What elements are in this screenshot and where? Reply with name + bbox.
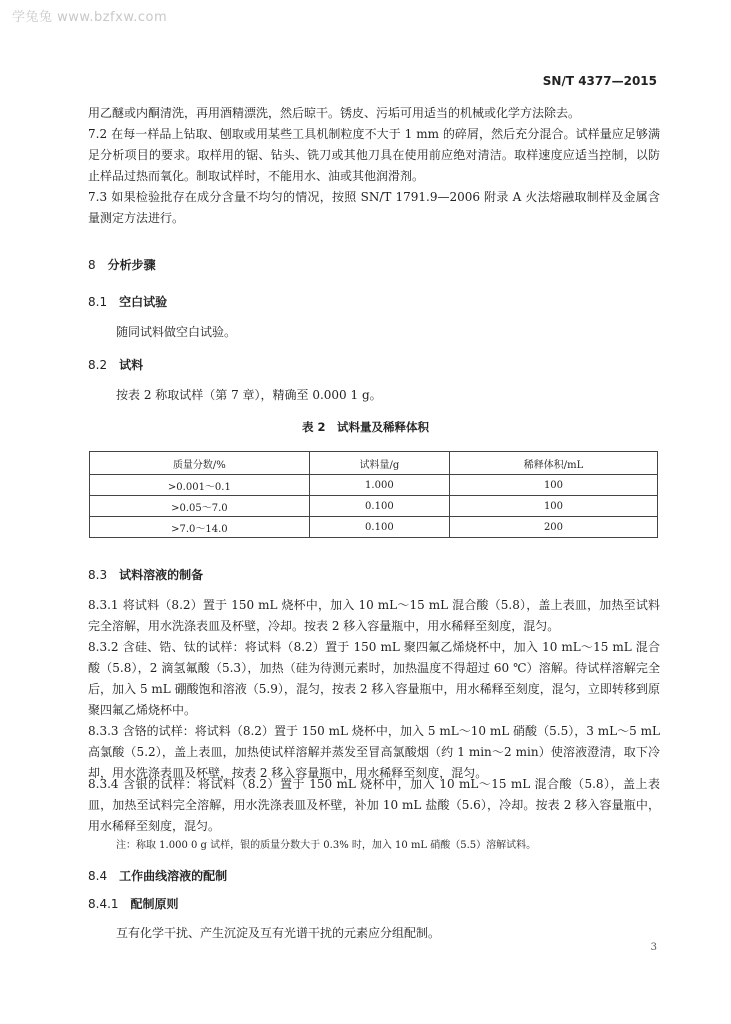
table-cell: 200 <box>449 517 657 538</box>
standard-number-header: SN/T 4377—2015 <box>542 74 657 88</box>
clause-7-2 <box>88 124 660 187</box>
section-number: 8 <box>88 258 96 272</box>
column-header: 试料量/g <box>309 452 449 475</box>
table-cell: 100 <box>449 475 657 496</box>
clause-text: 含硅、锆、钛的试样：将试料（8.2）置于 150 mL 聚四氟乙烯烧杯中，加入 10 mL～15 mL 混合酸（5.8），2 滴氢氟酸（5.3），加热（硅为待测元素时，加热温度不得超过 60 ℃）溶解。待试样溶解完全后，加入 5 mL 硼酸饱和溶液（5.9），混匀，按表 2 移入容量瓶中，用水稀释至刻度，混匀，立即转移到原聚四氟乙烯烧杯中。 <box>88 640 660 717</box>
table-cell: >0.001～0.1 <box>90 475 310 496</box>
section-title: 空白试验 <box>119 295 168 309</box>
table-cell: >0.05～7.0 <box>90 496 310 517</box>
clause-8-3-1 <box>88 595 660 637</box>
clause-number: 8.3.2 <box>88 640 119 654</box>
section-title: 分析步骤 <box>107 258 156 272</box>
section-8-2-heading <box>88 356 143 373</box>
table-row <box>90 517 658 538</box>
clause-8-3-4 <box>88 774 660 837</box>
section-8-1-heading <box>88 293 167 310</box>
section-8-heading <box>88 256 156 273</box>
paragraph-8-4-1: 互有化学干扰、产生沉淀及互有光谱干扰的元素应分组配制。 <box>116 926 441 940</box>
section-number: 8.4.1 <box>88 897 119 911</box>
table-header-row <box>90 452 658 475</box>
table-2 <box>89 451 658 538</box>
watermark: 学兔兔 www.bzfxw.com <box>12 10 168 25</box>
section-number: 8.1 <box>88 295 108 309</box>
section-title: 工作曲线溶液的配制 <box>119 869 228 883</box>
note: 注：称取 1.000 0 g 试样，银的质量分数大于 0.3% 时，加入 10 mL 硝酸（5.5）溶解试料。 <box>116 840 537 851</box>
clause-number: 8.3.1 <box>88 598 119 612</box>
table-cell: >7.0～14.0 <box>90 517 310 538</box>
section-title: 试料溶液的制备 <box>119 568 204 582</box>
section-number: 8.3 <box>88 568 108 582</box>
clause-number: 7.2 <box>88 127 108 141</box>
clause-text: 如果检验批存在成分含量不均匀的情况，按照 SN/T 1791.9—2006 附录 A 火法熔融取制样及金属含量测定方法进行。 <box>88 190 660 225</box>
table-cell: 1.000 <box>309 475 449 496</box>
clause-number: 7.3 <box>88 190 108 204</box>
clause-text: 将试料（8.2）置于 150 mL 烧杯中，加入 10 mL～15 mL 混合酸（5.8），盖上表皿，加热至试料完全溶解，用水洗涤表皿及杯壁，冷却。按表 2 移入容量瓶中，用水稀释至刻度，混匀。 <box>88 598 660 633</box>
clause-8-3-2 <box>88 637 660 721</box>
page-number: 3 <box>650 942 657 953</box>
paragraph-8-1: 随同试料做空白试验。 <box>116 325 237 339</box>
paragraph-7-1-continued: 用乙醚或内酮清洗，再用酒精漂洗，然后晾干。锈皮、污垢可用适当的机械或化学方法除去。 <box>88 106 581 120</box>
clause-number: 8.3.3 <box>88 724 119 738</box>
table-row <box>90 475 658 496</box>
section-number: 8.2 <box>88 358 108 372</box>
section-title: 试料 <box>119 358 144 372</box>
clause-text: 在每一样品上钻取、刨取或用某些工具机制粒度不大于 1 mm 的碎屑，然后充分混合。试样量应足够满足分析项目的要求。取样用的锯、钻头、铣刀或其他刀具在使用前应绝对清洁。取样速度应适当控制，以防止样品过热而氧化。制取试样时，不能用水、油或其他润滑剂。 <box>88 127 660 183</box>
table-cell: 100 <box>449 496 657 517</box>
clause-7-3 <box>88 187 660 229</box>
section-8-4-heading <box>88 867 227 884</box>
table-2-caption: 表 2 试料量及稀释体积 <box>301 420 429 434</box>
column-header: 质量分数/% <box>90 452 310 475</box>
section-8-3-heading <box>88 566 203 583</box>
column-header: 稀释体积/mL <box>449 452 657 475</box>
table-row <box>90 496 658 517</box>
paragraph-8-2: 按表 2 称取试样（第 7 章），精确至 0.000 1 g。 <box>116 388 382 402</box>
section-8-4-1-heading <box>88 895 179 912</box>
clause-number: 8.3.4 <box>88 777 119 791</box>
section-number: 8.4 <box>88 869 108 883</box>
clause-text: 含银的试样：将试料（8.2）置于 150 mL 烧杯中，加入 10 mL～15 mL 混合酸（5.8），盖上表皿，加热至试料完全溶解，用水洗涤表皿及杯壁，补加 10 mL 盐酸（5.6），冷却。按表 2 移入容量瓶中，用水稀释至刻度，混匀。 <box>88 777 660 833</box>
clause-text: 含铬的试样：将试料（8.2）置于 150 mL 烧杯中，加入 5 mL～10 mL 硝酸（5.5），3 mL～5 mL 高氯酸（5.2），盖上表皿，加热使试样溶解并蒸发至冒高氯酸烟（约 1 min～2 min）使溶液澄清，取下冷却，用水洗涤表皿及杯壁，按表 2 移入容量瓶中，用水稀释至刻度，混匀。 <box>88 724 660 780</box>
table-cell: 0.100 <box>309 517 449 538</box>
section-title: 配制原则 <box>130 897 179 911</box>
table-cell: 0.100 <box>309 496 449 517</box>
